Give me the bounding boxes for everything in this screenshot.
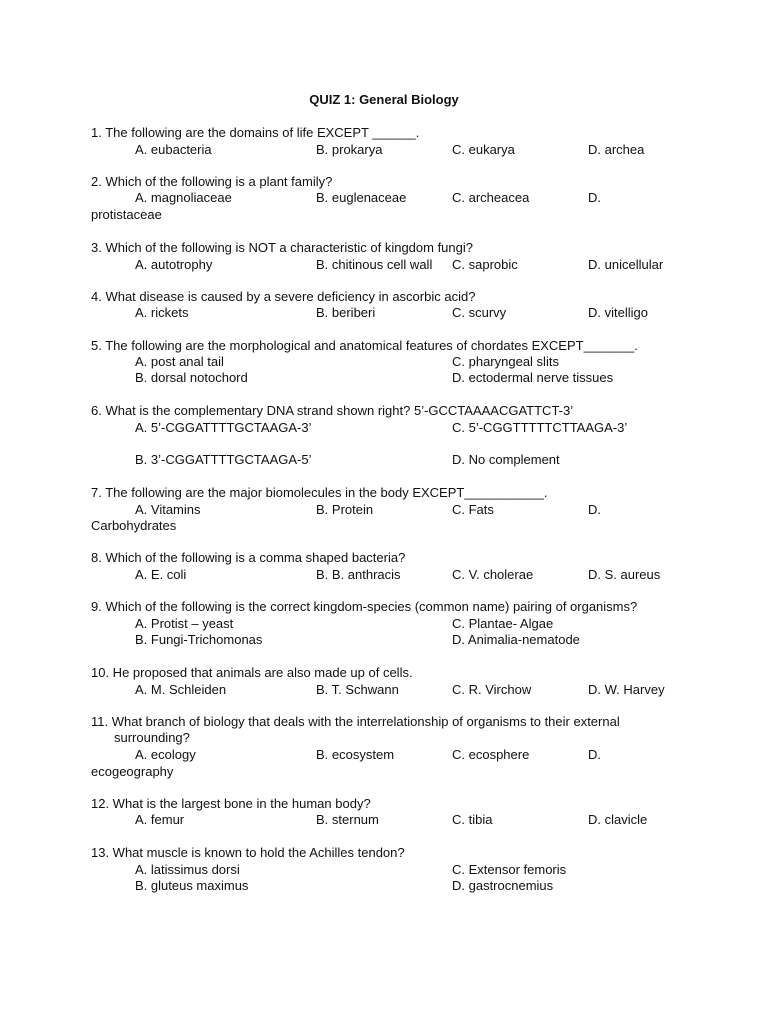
question-7-option-a: A. Vitamins (135, 502, 201, 517)
question-9-stem: 9. Which of the following is the correct kingdom-species (common name) pairing of organisms? (91, 599, 638, 614)
question-12-option-a: A. femur (135, 812, 185, 827)
question-8-stem: 8. Which of the following is a comma shaped bacteria? (91, 550, 406, 565)
question-8-option-d: D. S. aureus (588, 567, 661, 582)
question-7-stem: 7. The following are the major biomolecules in the body EXCEPT___________. (91, 485, 548, 500)
question-9-option-d: D. Animalia-nematode (452, 632, 580, 647)
question-7-option-b: B. Protein (316, 502, 374, 517)
question-1-stem: 1. The following are the domains of life EXCEPT ______. (91, 125, 420, 140)
question-8-option-a: A. E. coli (135, 567, 187, 582)
question-1-option-a: A. eubacteria (135, 142, 212, 157)
question-7-option-d: D. (588, 502, 601, 517)
question-2-option-a: A. magnoliaceae (135, 190, 232, 205)
question-9-option-c: C. Plantae- Algae (452, 616, 554, 631)
question-9-option-a: A. Protist – yeast (135, 616, 234, 631)
question-4-option-d: D. vitelligo (588, 305, 648, 320)
question-3-option-c: C. saprobic (452, 257, 518, 272)
question-4-option-a: A. rickets (135, 305, 189, 320)
question-13-option-d: D. gastrocnemius (452, 878, 554, 893)
question-3-option-a: A. autotrophy (135, 257, 213, 272)
question-4-stem: 4. What disease is caused by a severe deficiency in ascorbic acid? (91, 289, 476, 304)
question-1-option-c: C. eukarya (452, 142, 515, 157)
question-5-option-c: C. pharyngeal slits (452, 354, 559, 369)
question-6-option-d: D. No complement (452, 452, 560, 467)
question-6-stem: 6. What is the complementary DNA strand shown right? 5’-GCCTAAAACGATTCT-3’ (91, 403, 574, 418)
question-12-option-b: B. sternum (316, 812, 379, 827)
question-6-option-c: C. 5’-CGGTTTTTCTTAAGA-3’ (452, 420, 628, 435)
question-10-option-a: A. M. Schleiden (135, 682, 227, 697)
question-13-option-c: C. Extensor femoris (452, 862, 567, 877)
question-10-option-b: B. T. Schwann (316, 682, 399, 697)
question-5-stem: 5. The following are the morphological and anatomical features of chordates EXCEPT_______. (91, 338, 638, 353)
question-4-option-c: C. scurvy (452, 305, 507, 320)
question-7-option-d-wrap: Carbohydrates (91, 518, 177, 533)
question-3-option-b: B. chitinous cell wall (316, 257, 433, 272)
question-12-stem: 12. What is the largest bone in the human body? (91, 796, 371, 811)
question-10-option-c: C. R. Virchow (452, 682, 532, 697)
question-4-option-b: B. beriberi (316, 305, 376, 320)
question-2-option-d-wrap: protistaceae (91, 207, 162, 222)
question-11-option-a: A. ecology (135, 747, 196, 762)
question-11-option-d-wrap: ecogeography (91, 764, 174, 779)
question-11-option-d: D. (588, 747, 601, 762)
question-13-option-a: A. latissimus dorsi (135, 862, 240, 877)
question-11-stem: 11. What branch of biology that deals with the interrelationship of organisms to their external (91, 714, 620, 729)
question-6-option-a: A. 5’-CGGATTTTGCTAAGA-3’ (135, 420, 312, 435)
question-5-option-d: D. ectodermal nerve tissues (452, 370, 614, 385)
question-2-stem: 2. Which of the following is a plant family? (91, 174, 333, 189)
question-11-stem-wrap: surrounding? (114, 730, 190, 745)
question-6-option-b: B. 3’-CGGATTTTGCTAAGA-5’ (135, 452, 312, 467)
question-8-option-b: B. B. anthracis (316, 567, 401, 582)
question-13-stem: 13. What muscle is known to hold the Achilles tendon? (91, 845, 405, 860)
question-12-option-d: D. clavicle (588, 812, 648, 827)
question-12-option-c: C. tibia (452, 812, 493, 827)
question-1-option-b: B. prokarya (316, 142, 383, 157)
question-11-option-b: B. ecosystem (316, 747, 395, 762)
question-2-option-c: C. archeacea (452, 190, 530, 205)
question-8-option-c: C. V. cholerae (452, 567, 534, 582)
question-2-option-d: D. (588, 190, 601, 205)
question-7-option-c: C. Fats (452, 502, 494, 517)
question-13-option-b: B. gluteus maximus (135, 878, 249, 893)
question-3-option-d: D. unicellular (588, 257, 664, 272)
question-10-option-d: D. W. Harvey (588, 682, 665, 697)
question-2-option-b: B. euglenaceae (316, 190, 407, 205)
question-5-option-a: A. post anal tail (135, 354, 224, 369)
question-9-option-b: B. Fungi-Trichomonas (135, 632, 263, 647)
question-1-option-d: D. archea (588, 142, 645, 157)
page-title: QUIZ 1: General Biology (309, 92, 459, 107)
question-10-stem: 10. He proposed that animals are also made up of cells. (91, 665, 413, 680)
question-3-stem: 3. Which of the following is NOT a characteristic of kingdom fungi? (91, 240, 473, 255)
question-11-option-c: C. ecosphere (452, 747, 530, 762)
question-5-option-b: B. dorsal notochord (135, 370, 248, 385)
